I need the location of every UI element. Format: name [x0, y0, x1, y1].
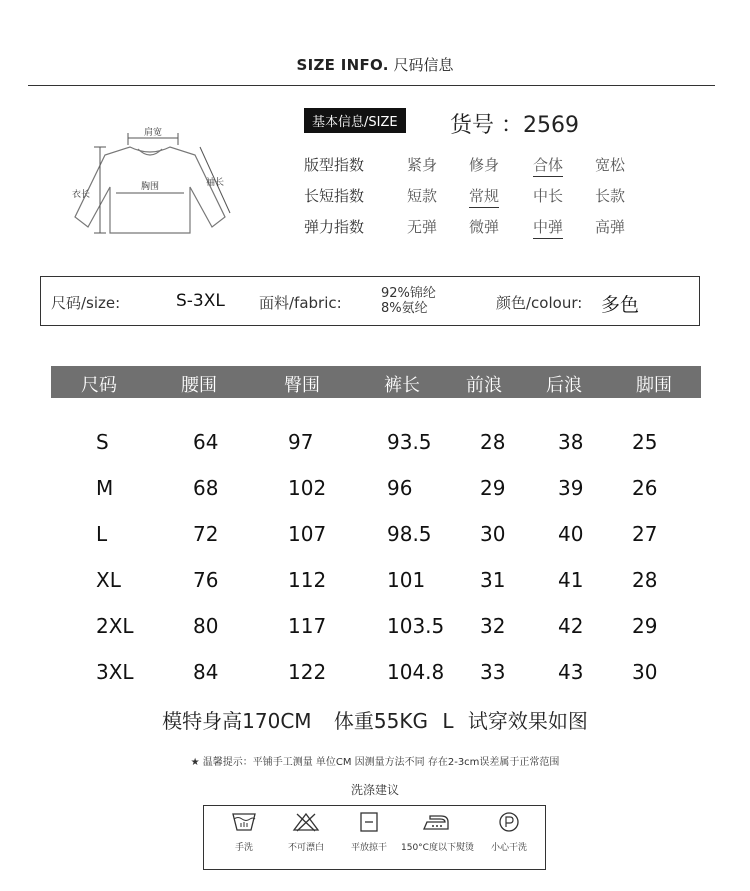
table-row-size: L: [96, 522, 108, 546]
table-cell: 32: [480, 614, 506, 638]
table-cell: 72: [193, 522, 219, 546]
table-cell: 122: [288, 660, 327, 684]
diagram-sleeve-label: 袖长: [206, 178, 225, 188]
table-cell: 107: [288, 522, 327, 546]
index-option: 中长: [533, 187, 564, 205]
table-row-size: 2XL: [96, 614, 134, 638]
table-cell: 28: [480, 430, 506, 454]
iron-icon: [421, 810, 451, 834]
dry-flat-icon: [355, 810, 383, 834]
no-bleach-icon: [292, 810, 320, 834]
table-header-cell: 前浪: [466, 375, 502, 396]
index-option: 短款: [407, 187, 438, 205]
title-cn: 尺码信息: [393, 56, 454, 74]
table-cell: 102: [288, 476, 327, 500]
diagram-chest-label: 胸围: [140, 182, 160, 192]
fabric-line-1: 92%锦纶: [381, 286, 436, 301]
table-header-cell: 腰围: [181, 375, 217, 396]
table-cell: 39: [558, 476, 584, 500]
table-header-cell: 臀围: [284, 375, 320, 396]
table-row-size: M: [96, 476, 114, 500]
index-label: 弹力指数: [304, 218, 365, 236]
table-cell: 64: [193, 430, 219, 454]
item-number-value: 2569: [523, 113, 579, 138]
index-option: 修身: [469, 156, 500, 174]
model-size: L: [442, 709, 454, 733]
diagram-length-label: 衣长: [72, 190, 91, 200]
table-row-size: 3XL: [96, 660, 134, 684]
table-cell: 30: [632, 660, 658, 684]
table-header-cell: 脚围: [636, 375, 672, 396]
index-option: 长款: [595, 187, 626, 205]
table-cell: 42: [558, 614, 584, 638]
title-en: SIZE INFO.: [296, 56, 389, 74]
table-cell: 80: [193, 614, 219, 638]
wash-title: 洗涤建议: [350, 783, 399, 797]
basic-info-badge: 基本信息/SIZE: [304, 108, 406, 133]
item-number: [450, 108, 579, 139]
index-option: 高弹: [595, 218, 626, 236]
table-cell: 98.5: [387, 522, 432, 546]
index-option: 宽松: [595, 156, 626, 174]
header-divider: [28, 85, 715, 86]
hand-wash-icon: [230, 810, 258, 834]
model-weight: 体重55KG: [333, 709, 428, 733]
table-row-size: S: [96, 430, 109, 454]
diagram-shoulder-label: 肩宽: [143, 128, 163, 138]
table-cell: 96: [387, 476, 413, 500]
info-box: [40, 276, 700, 326]
index-label: 版型指数: [304, 156, 365, 174]
fabric-value: [381, 286, 436, 316]
table-cell: 29: [632, 614, 658, 638]
index-option: 微弹: [469, 218, 500, 236]
table-cell: 38: [558, 430, 584, 454]
table-cell: 93.5: [387, 430, 432, 454]
table-cell: 43: [558, 660, 584, 684]
table-cell: 104.8: [387, 660, 445, 684]
table-cell: 29: [480, 476, 506, 500]
wash-label-iron: 150°C度以下熨烫: [401, 843, 474, 853]
model-info: [0, 705, 750, 734]
item-number-label: 货号 ：: [450, 113, 523, 138]
wash-item-no-bleach: [271, 810, 341, 853]
wash-item-dry-flat: [334, 810, 404, 853]
page-title: [0, 54, 750, 75]
table-row-size: XL: [96, 568, 121, 592]
table-cell: 41: [558, 568, 584, 592]
fabric-label: 面料/fabric:: [259, 294, 342, 312]
table-cell: 30: [480, 522, 506, 546]
table-cell: 97: [288, 430, 314, 454]
index-option-selected: 合体: [533, 154, 563, 177]
table-cell: 40: [558, 522, 584, 546]
wash-item-dry-clean: [474, 810, 544, 853]
model-note: 试穿效果如图: [467, 709, 588, 733]
color-value: 多色: [601, 294, 640, 316]
size-label: 尺码/size:: [51, 294, 121, 312]
wash-label-dry-flat: 平放掠干: [350, 843, 387, 853]
table-header-cell: 后浪: [546, 375, 582, 396]
model-height: 模特身高170CM: [162, 709, 312, 733]
table-cell: 101: [387, 568, 426, 592]
wash-label-no-bleach: 不可漂白: [287, 843, 324, 853]
wash-item-iron: [401, 810, 474, 853]
index-option: 无弹: [407, 218, 438, 236]
table-header-cell: 裤长: [384, 375, 420, 396]
table-cell: 103.5: [387, 614, 445, 638]
fabric-line-2: 8%氨纶: [381, 301, 428, 316]
size-value: S-3XL: [176, 291, 225, 311]
table-cell: 117: [288, 614, 327, 638]
table-cell: 68: [193, 476, 219, 500]
index-option: 紧身: [407, 156, 438, 174]
table-cell: 112: [288, 568, 327, 592]
table-header-cell: 尺码: [81, 375, 117, 396]
table-cell: 31: [480, 568, 506, 592]
table-cell: 84: [193, 660, 219, 684]
table-cell: 33: [480, 660, 506, 684]
index-option-selected: 中弹: [533, 216, 563, 239]
dry-clean-icon: [495, 810, 523, 834]
color-label: 颜色/colour:: [496, 294, 583, 312]
table-cell: 25: [632, 430, 658, 454]
table-cell: 28: [632, 568, 658, 592]
index-label: 长短指数: [304, 187, 365, 205]
wash-label-hand-wash: 手洗: [234, 843, 253, 853]
index-option-selected: 常规: [469, 185, 499, 208]
table-cell: 27: [632, 522, 658, 546]
wash-item-hand-wash: [209, 810, 279, 853]
table-cell: 76: [193, 568, 219, 592]
measurement-tip: ★ 温馨提示：平铺手工测量 单位CM 因测量方法不同 存在2-3cm误差属于正常范围: [190, 757, 560, 768]
wash-instructions: [203, 805, 546, 870]
wash-label-dry-clean: 小心干洗: [490, 843, 527, 853]
garment-diagram: [60, 125, 250, 255]
size-table-header: [51, 366, 701, 398]
table-cell: 26: [632, 476, 658, 500]
